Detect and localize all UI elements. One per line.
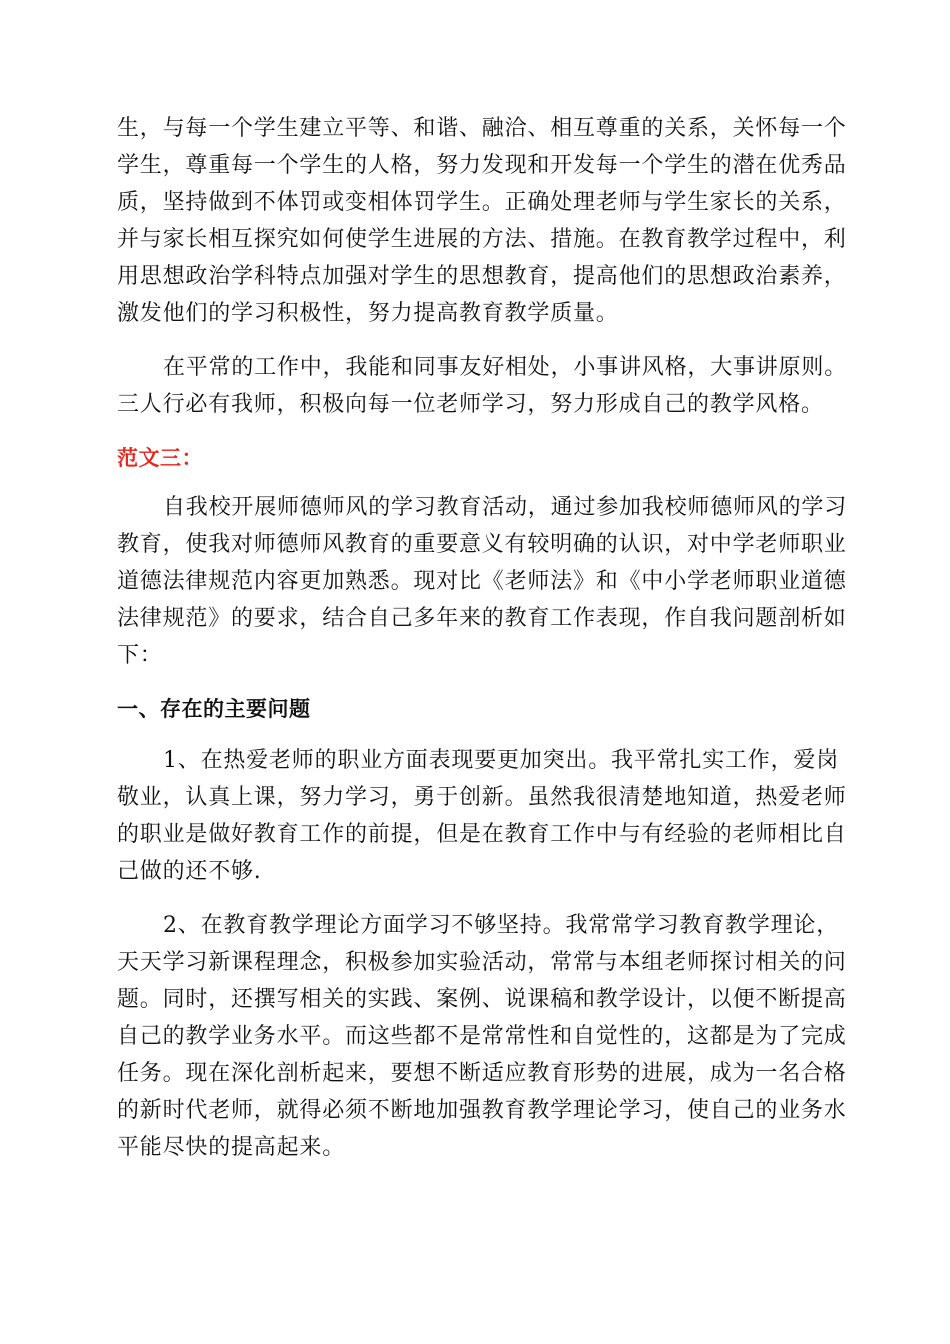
- text-line: 的职业是做好教育工作的前提，但是在教育工作中与有经验的老师相比自: [117, 822, 847, 847]
- text-line: 用思想政治学科特点加强对学生的思想教育，提高他们的思想政治素养，: [117, 264, 847, 289]
- text-line: 自我校开展师德师风的学习教育活动，通过参加我校师德师风的学习: [163, 495, 848, 520]
- text-line: 学生，尊重每一个学生的人格，努力发现和开发每一个学生的潜在优秀品: [117, 153, 847, 178]
- text-line: 道德法律规范内容更加熟悉。现对比《老师法》和《中小学老师职业道德: [117, 569, 847, 594]
- text-line: 1、在热爱老师的职业方面表现要更加突出。我平常扎实工作，爱岗: [163, 748, 839, 773]
- text-line: 的新时代老师，就得必须不断地加强教育教学理论学习，使自己的业务水: [117, 1098, 847, 1123]
- paragraph-1: [117, 110, 847, 332]
- sample-heading-fanwen-3: 范文三：: [117, 446, 203, 470]
- text-line: 天天学习新课程理念，积极参加实验活动，常常与本组老师探讨相关的问: [117, 950, 847, 975]
- paragraph-3: [117, 489, 848, 674]
- text-line: 平能尽快的提高起来。: [117, 1135, 346, 1160]
- text-line: 生，与每一个学生建立平等、和谐、融洽、相互尊重的关系，关怀每一个: [117, 116, 847, 141]
- text-line: 任务。现在深化剖析起来，要想不断适应教育形势的进展，成为一名合格: [117, 1061, 847, 1086]
- text-line: 敬业，认真上课，努力学习，勇于创新。虽然我很清楚地知道，热爱老师: [117, 785, 847, 810]
- text-line: 2、在教育教学理论方面学习不够坚持。我常常学习教育教学理论，: [163, 913, 839, 938]
- text-line: 题。同时，还撰写相关的实践、案例、说课稿和教学设计，以便不断提高: [117, 987, 847, 1012]
- text-line: 法律规范》的要求，结合自己多年来的教育工作表现，作自我问题剖析如: [117, 606, 847, 631]
- text-line: 在平常的工作中，我能和同事友好相处，小事讲风格，大事讲原则。: [163, 355, 848, 380]
- text-line: 下：: [117, 643, 163, 668]
- text-line: 并与家长相互探究如何使学生进展的方法、措施。在教育教学过程中，利: [117, 227, 847, 252]
- text-line: 质，坚持做到不体罚或变相体罚学生。正确处理老师与学生家长的关系，: [117, 190, 847, 215]
- paragraph-5: [117, 907, 847, 1166]
- text-line: 教育，使我对师德师风教育的重要意义有较明确的认识，对中学老师职业: [117, 532, 847, 557]
- text-line: 激发他们的学习积极性，努力提高教育教学质量。: [117, 301, 619, 326]
- text-line: 己做的还不够.: [117, 859, 262, 884]
- paragraph-2: [117, 349, 848, 423]
- text-line: 三人行必有我师，积极向每一位老师学习，努力形成自己的教学风格。: [117, 392, 824, 417]
- paragraph-4: [117, 742, 847, 890]
- text-line: 自己的教学业务水平。而这些都不是常常性和自觉性的，这都是为了完成: [117, 1024, 847, 1049]
- section-heading-main-problems: 一、存在的主要问题: [117, 697, 311, 721]
- document-page: [117, 110, 848, 1183]
